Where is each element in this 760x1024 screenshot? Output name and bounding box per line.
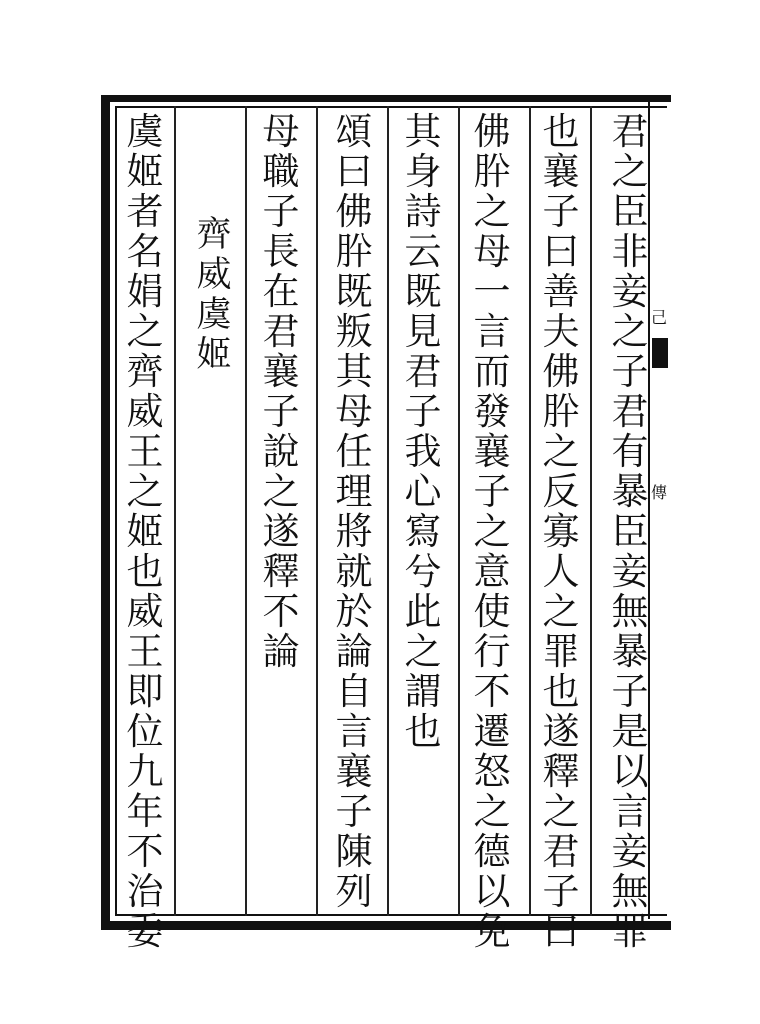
column-rule <box>590 106 592 916</box>
glyph: 既 <box>404 270 442 313</box>
column-rule <box>458 106 460 916</box>
glyph: 子 <box>611 350 649 393</box>
glyph: 既 <box>335 270 373 313</box>
glyph: 臣 <box>611 190 649 233</box>
glyph: 人 <box>542 550 580 593</box>
glyph: 子 <box>611 670 649 713</box>
column-rule <box>529 106 531 916</box>
glyph: 子 <box>542 870 580 913</box>
glyph: 者 <box>126 190 164 233</box>
glyph: 不 <box>126 830 164 873</box>
glyph: 之 <box>404 630 442 673</box>
glyph: 君 <box>404 350 442 393</box>
glyph: 就 <box>335 550 373 593</box>
glyph: 不 <box>473 670 511 713</box>
glyph: 暴 <box>611 630 649 673</box>
text-column <box>602 110 658 953</box>
glyph: 治 <box>126 870 164 913</box>
text-column <box>533 110 589 953</box>
glyph: 佛 <box>335 190 373 233</box>
glyph: 心 <box>404 470 442 513</box>
glyph: 子 <box>404 390 442 433</box>
glyph: 言 <box>611 790 649 833</box>
glyph: 位 <box>126 710 164 753</box>
glyph: 寫 <box>404 510 442 553</box>
glyph: 遂 <box>262 510 300 553</box>
glyph: 罪 <box>542 630 580 673</box>
glyph: 使 <box>473 590 511 633</box>
glyph: 威 <box>126 390 164 433</box>
glyph: 佛 <box>542 350 580 393</box>
glyph: 非 <box>611 230 649 273</box>
glyph: 任 <box>335 430 373 473</box>
glyph: 之 <box>262 470 300 513</box>
glyph: 姬 <box>126 150 164 193</box>
glyph: 長 <box>262 230 300 273</box>
column-rule <box>316 106 318 916</box>
glyph: 以 <box>611 750 649 793</box>
glyph: 釋 <box>262 550 300 593</box>
glyph: 年 <box>126 790 164 833</box>
glyph: 肸 <box>542 390 580 433</box>
glyph: 論 <box>335 630 373 673</box>
glyph: 不 <box>262 590 300 633</box>
glyph: 一 <box>473 270 511 313</box>
glyph: 君 <box>611 390 649 433</box>
glyph: 寡 <box>542 510 580 553</box>
glyph: 母 <box>473 230 511 273</box>
glyph: 襄 <box>335 750 373 793</box>
glyph: 我 <box>404 430 442 473</box>
glyph: 之 <box>126 470 164 513</box>
glyph: 王 <box>126 630 164 673</box>
glyph: 委 <box>126 910 164 953</box>
glyph: 也 <box>542 110 580 153</box>
glyph: 肸 <box>335 230 373 273</box>
glyph: 之 <box>473 510 511 553</box>
glyph: 之 <box>473 790 511 833</box>
glyph: 在 <box>262 270 300 313</box>
glyph: 子 <box>262 390 300 433</box>
glyph: 叛 <box>335 310 373 353</box>
glyph: 虞 <box>196 295 232 335</box>
glyph: 齊 <box>126 350 164 393</box>
glyph: 肸 <box>473 150 511 193</box>
glyph: 即 <box>126 670 164 713</box>
glyph: 此 <box>404 590 442 633</box>
glyph: 詩 <box>404 190 442 233</box>
chapter-heading <box>186 215 242 1015</box>
text-column <box>326 112 382 912</box>
glyph: 子 <box>335 790 373 833</box>
glyph: 姬 <box>126 510 164 553</box>
glyph: 君 <box>262 310 300 353</box>
glyph: 夫 <box>542 310 580 353</box>
glyph: 以 <box>473 870 511 913</box>
glyph: 王 <box>126 430 164 473</box>
glyph: 有 <box>611 430 649 473</box>
glyph: 妾 <box>611 830 649 873</box>
text-column <box>253 112 309 912</box>
glyph: 齊 <box>196 215 232 255</box>
glyph: 頌 <box>335 110 373 153</box>
glyph: 母 <box>262 110 300 153</box>
glyph: 也 <box>542 670 580 713</box>
glyph: 娟 <box>126 270 164 313</box>
glyph: 威 <box>126 590 164 633</box>
glyph: 妾 <box>611 550 649 593</box>
glyph: 行 <box>473 630 511 673</box>
glyph: 也 <box>404 710 442 753</box>
glyph: 子 <box>542 190 580 233</box>
glyph: 論 <box>262 630 300 673</box>
glyph: 之 <box>473 190 511 233</box>
glyph: 之 <box>611 150 649 193</box>
glyph: 陳 <box>335 830 373 873</box>
glyph: 反 <box>542 470 580 513</box>
glyph: 之 <box>126 310 164 353</box>
glyph: 言 <box>335 710 373 753</box>
glyph: 無 <box>611 590 649 633</box>
glyph: 君 <box>542 830 580 873</box>
glyph: 免 <box>473 910 511 953</box>
glyph: 名 <box>126 230 164 273</box>
glyph: 無 <box>611 870 649 913</box>
glyph: 兮 <box>404 550 442 593</box>
glyph: 姬 <box>196 335 232 375</box>
glyph: 於 <box>335 590 373 633</box>
glyph: 襄 <box>473 430 511 473</box>
glyph: 云 <box>404 230 442 273</box>
glyph: 妾 <box>611 270 649 313</box>
glyph: 德 <box>473 830 511 873</box>
glyph: 列 <box>335 870 373 913</box>
glyph: 子 <box>473 470 511 513</box>
glyph: 善 <box>542 270 580 313</box>
glyph: 之 <box>542 430 580 473</box>
glyph: 遷 <box>473 710 511 753</box>
glyph: 曰 <box>542 230 580 273</box>
glyph: 釋 <box>542 750 580 793</box>
glyph: 佛 <box>473 110 511 153</box>
glyph: 也 <box>126 550 164 593</box>
glyph: 襄 <box>542 150 580 193</box>
column-rule <box>245 106 247 916</box>
glyph: 九 <box>126 750 164 793</box>
glyph: 意 <box>473 550 511 593</box>
glyph: 理 <box>335 470 373 513</box>
glyph: 其 <box>404 110 442 153</box>
glyph: 自 <box>335 670 373 713</box>
glyph: 將 <box>335 510 373 553</box>
column-rule <box>174 106 176 916</box>
text-column <box>117 110 173 953</box>
glyph: 怒 <box>473 750 511 793</box>
margin-glyph: 傳 <box>650 483 667 502</box>
glyph: 之 <box>611 310 649 353</box>
glyph: 職 <box>262 150 300 193</box>
glyph: 子 <box>262 190 300 233</box>
glyph: 虞 <box>126 110 164 153</box>
glyph: 襄 <box>262 350 300 393</box>
glyph: 說 <box>262 430 300 473</box>
glyph: 身 <box>404 150 442 193</box>
glyph: 之 <box>542 790 580 833</box>
glyph: 言 <box>473 310 511 353</box>
glyph: 威 <box>196 255 232 295</box>
column-rule <box>387 106 389 916</box>
text-column <box>464 110 520 953</box>
glyph: 其 <box>335 350 373 393</box>
glyph: 罪 <box>611 910 649 953</box>
glyph: 母 <box>335 390 373 433</box>
glyph: 君 <box>611 110 649 153</box>
text-column <box>395 112 451 912</box>
glyph: 曰 <box>335 150 373 193</box>
glyph: 暴 <box>611 470 649 513</box>
glyph: 謂 <box>404 670 442 713</box>
glyph: 之 <box>542 590 580 633</box>
glyph: 發 <box>473 390 511 433</box>
glyph: 曰 <box>542 910 580 953</box>
glyph: 遂 <box>542 710 580 753</box>
margin-glyph: 己 <box>650 308 667 327</box>
glyph: 見 <box>404 310 442 353</box>
glyph: 是 <box>611 710 649 753</box>
glyph: 臣 <box>611 510 649 553</box>
glyph: 而 <box>473 350 511 393</box>
